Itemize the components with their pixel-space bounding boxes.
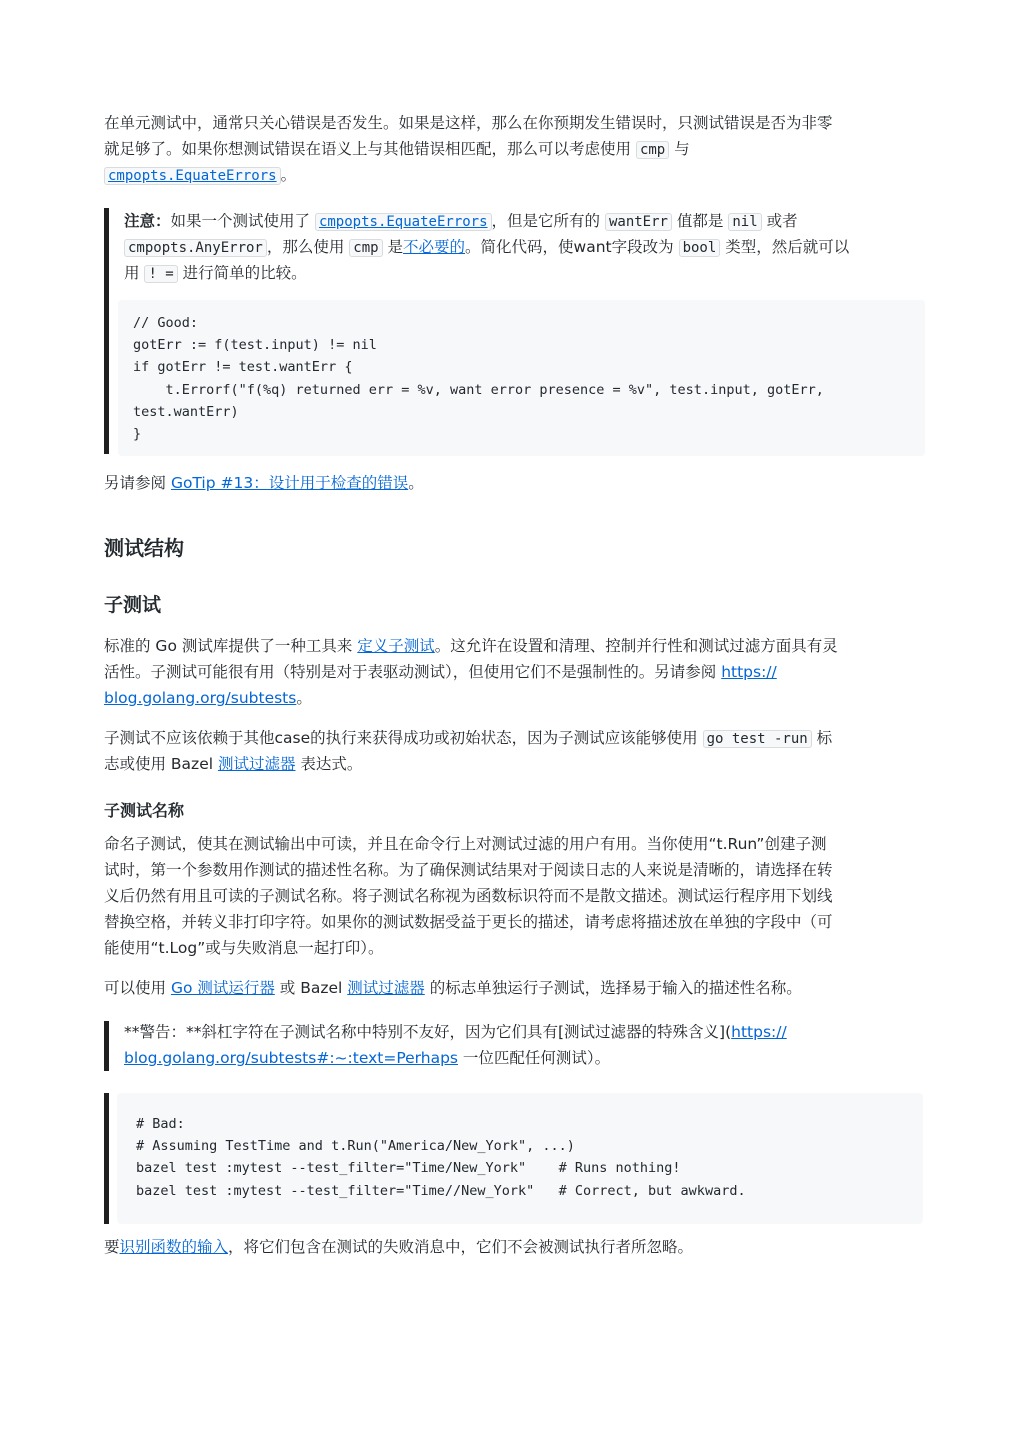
go-test-runner-link[interactable]: Go 测试运行器 [170,979,275,997]
warning-text: **警告：**斜杠字符在子测试名称中特别不友好，因为它们具有[测试过滤器的特殊含义](https:// blog.golang.org/subtests#:~:text=Perhaps 一位匹配任何测试）。 [124,1023,787,1067]
runner-paragraph: 可以使用 Go 测试运行器 或 Bazel 测试过滤器 的标志单独运行子测试，选择易于输入的描述性名称。 [104,979,802,997]
intro-line: cmpopts.EquateErrors 。 [104,162,910,188]
see-also-paragraph: 另请参阅 GoTip #13：设计用于检查的错误。 [104,474,424,492]
subtests-blog-link[interactable]: https:// [721,663,777,681]
inline-code: cmpopts.AnyError [124,239,267,257]
note-text: 注意：如果一个测试使用了 cmpopts.EquateErrors ，但是它所有的 wantErr 值都是 nil 或者 cmpopts.AnyError ，那么使用 cmp 是不必要的。简化代码，使want字段改为 bool 类型，然后就可以 用 ! = 进行简单的比较。 [124,212,850,282]
last-paragraph: 要识别函数的输入，将它们包含在测试的失败消息中，它们不会被测试执行者所忽略。 [104,1238,694,1256]
intro-paragraph [104,110,910,188]
inline-code: ! = [144,265,177,283]
cmpopts-equateerrors-link[interactable]: cmpopts.EquateErrors [104,166,281,184]
cmpopts-equateerrors-link[interactable]: cmpopts.EquateErrors [315,212,492,230]
code-block [118,300,925,456]
subtests-filter-link[interactable]: blog.golang.org/subtests#:~:text=Perhaps [124,1049,458,1067]
subtests-paragraph: 标准的 Go 测试库提供了一种工具来 定义子测试。这允许在设置和清理、控制并行性和测试过滤方面具有灵 活性。子测试可能很有用（特别是对于表驱动测试），但使用它们不是强制性的。另请参阅 https:// blog.golang.org/subtests。 [104,637,838,707]
intro-line: 在单元测试中，通常只关心错误是否发生。如果是这样，那么在你预期发生错误时，只测试错误是否为非零 [104,114,833,132]
bad-code-blockquote [104,1093,923,1224]
inline-code: wantErr [605,213,672,231]
intro-line: 就足够了。如果你想测试错误在语义上与其他错误相匹配，那么可以考虑使用 cmp 与 [104,140,690,158]
warning-blockquote [104,1021,919,1071]
subtests-filter-link[interactable]: https:// [731,1023,787,1041]
unnecessary-link[interactable]: 不必要的 [403,238,466,256]
note-blockquote [104,208,925,454]
independent-subtests-paragraph: 子测试不应该依赖于其他case的执行来获得成功或初始状态，因为子测试应该能够使用 go test -run 标 志或使用 Bazel 测试过滤器 表达式。 [104,729,833,773]
gotip-13-link[interactable]: GoTip #13：设计用于检查的错误 [170,474,409,492]
code-block-text: # Bad: # Assuming TestTime and t.Run("America/New_York", ...) bazel test :mytest --test_filter="Time/New_York" # Runs nothing! bazel test :mytest --test_filter="Time//New_York" # Correct, but awkward. [136,1116,746,1199]
heading-subtest-names: 子测试名称 [104,801,185,820]
inline-code: cmp [349,239,382,257]
test-filter-link[interactable]: 测试过滤器 [217,755,296,773]
inline-code: cmp [636,141,669,159]
note-label: 注意： [124,212,171,230]
subtest-names-paragraph: 命名子测试，使其在测试输出中可读，并且在命令行上对测试过滤的用户有用。当你使用“t.Run”创建子测 试时，第一个参数用作测试的描述性名称。为了确保测试结果对于阅读日志的人来说是清晰的，请选择在转 义后仍然有用且可读的子测试名称。将子测试名称视为函数标识符而不是散文描述。测试运行程序用下划线 替换空格，并转义非打印字符。如果你的测试数据受益于更长的描述，请考虑将描述放在单独的字段中（可 能使用“t.Log”或与失败消息一起打印）。 [104,835,833,957]
heading-test-structure: 测试结构 [104,536,184,560]
inline-code: go test -run [703,730,812,748]
heading-subtests: 子测试 [104,594,162,616]
identify-inputs-link[interactable]: 识别函数的输入 [119,1238,229,1256]
define-subtests-link[interactable]: 定义子测试 [357,637,435,655]
code-block [117,1093,923,1224]
inline-code: nil [728,213,761,231]
test-filter-link[interactable]: 测试过滤器 [347,979,425,997]
code-block-text: // Good: gotErr := f(test.input) != nil if gotErr != test.wantErr { t.Errorf("f(%q) returned err = %v, want error presence = %v", test.input, gotErr, test.wantErr) } [133,315,824,443]
subtests-blog-link[interactable]: blog.golang.org/subtests [104,689,297,707]
inline-code: bool [679,239,721,257]
